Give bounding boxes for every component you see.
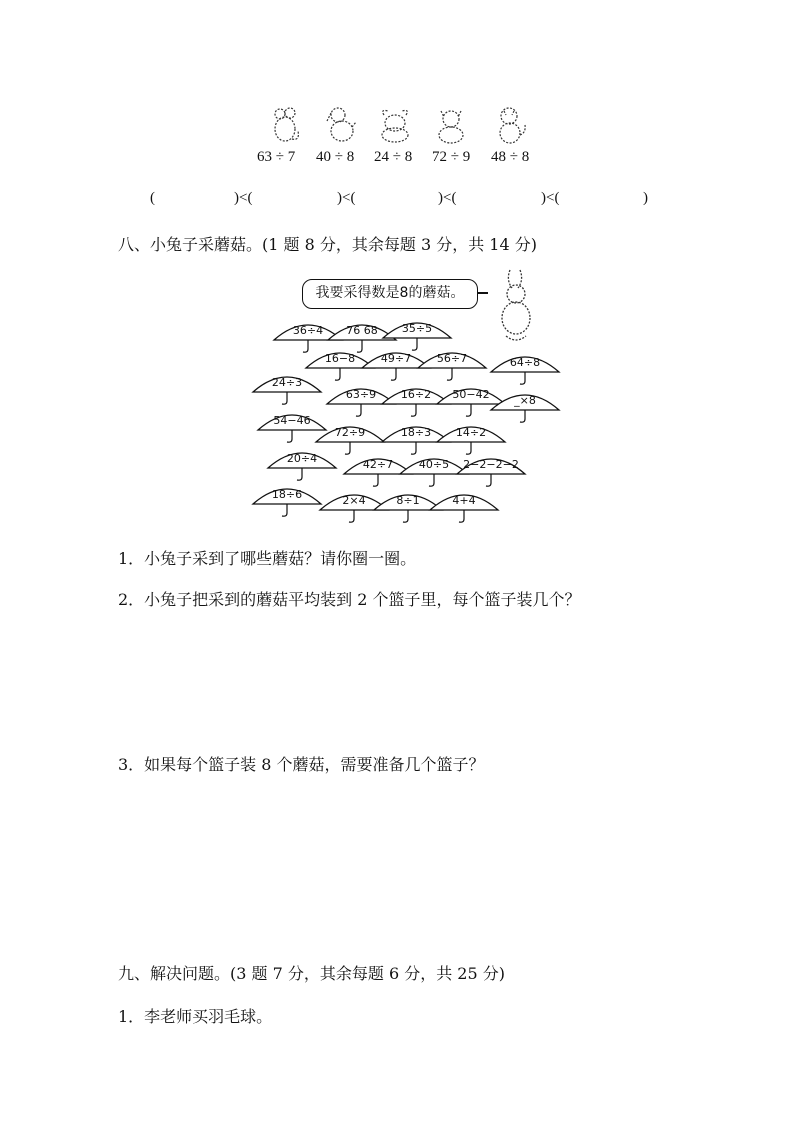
mushroom-label: 35÷5	[401, 322, 433, 335]
question-8-3: 3．如果每个篮子装 8 个蘑菇，需要准备几个篮子？	[118, 755, 485, 774]
compare-sep-1: )<(	[234, 190, 253, 206]
mushroom[interactable]	[428, 488, 500, 524]
speech-tail	[478, 292, 488, 294]
expr-2: 40 ÷ 8	[316, 149, 355, 165]
compare-sep-3: )<(	[438, 190, 457, 206]
mouse-icon	[268, 105, 302, 145]
mushroom-label: 24÷3	[271, 376, 303, 389]
section-9-title: 九、解决问题。(3 题 7 分，其余每题 6 分，共 25 分)	[118, 964, 505, 983]
mushroom-label: 16−8	[324, 352, 356, 365]
expr-3: 24 ÷ 8	[374, 149, 413, 165]
mushroom-label: 63÷9	[345, 388, 377, 401]
compare-open: (	[150, 190, 155, 206]
mushroom-label: 76 68	[346, 324, 378, 337]
expr-1: 63 ÷ 7	[257, 149, 296, 165]
mushroom[interactable]	[455, 452, 527, 488]
ox-icon	[378, 105, 412, 145]
expr-5: 48 ÷ 8	[491, 149, 530, 165]
mushroom-label: 2×4	[342, 494, 366, 507]
section-8-title: 八、小兔子采蘑菇。(1 题 8 分，其余每题 3 分，共 14 分)	[118, 235, 537, 254]
mushroom-label: _×8	[514, 394, 536, 407]
cat-icon	[434, 105, 468, 145]
speech-bubble: 我要采得数是8的蘑菇。	[302, 279, 478, 309]
rabbit-icon	[494, 266, 538, 346]
mushroom-label: 54−46	[273, 414, 311, 427]
mushroom-label: 56÷7	[436, 352, 468, 365]
mushroom[interactable]	[435, 420, 507, 456]
compare-close: )	[643, 190, 648, 206]
dog-icon	[324, 105, 358, 145]
mushroom-label: 36÷4	[292, 324, 324, 337]
tiger-icon	[494, 105, 528, 145]
mushroom-label: 14÷2	[455, 426, 487, 439]
mushroom[interactable]	[489, 388, 561, 424]
compare-sep-2: )<(	[337, 190, 356, 206]
question-9-1: 1．李老师买羽毛球。	[118, 1007, 273, 1026]
compare-sep-4: )<(	[541, 190, 560, 206]
mushroom-label: 8÷1	[396, 494, 420, 507]
mushroom-label: 16÷2	[400, 388, 432, 401]
mushroom-label: 18÷3	[400, 426, 432, 439]
mushroom-label: 18÷6	[271, 488, 303, 501]
mushroom-label: 20÷4	[286, 452, 318, 465]
mushroom-label: 4+4	[452, 494, 476, 507]
mushroom-label: 72÷9	[334, 426, 366, 439]
mushroom-label: 42÷7	[362, 458, 394, 471]
question-8-1: 1．小兔子采到了哪些蘑菇？请你圈一圈。	[118, 549, 417, 568]
mushroom[interactable]	[416, 346, 488, 382]
mushroom-label: 40÷5	[418, 458, 450, 471]
mushroom-label: 2−2−2−2	[463, 458, 519, 471]
question-8-2: 2．小兔子把采到的蘑菇平均装到 2 个篮子里，每个篮子装几个？	[118, 590, 581, 609]
mushroom[interactable]	[251, 482, 323, 518]
mushroom-label: 49÷7	[380, 352, 412, 365]
mushroom[interactable]	[489, 350, 561, 386]
mushroom[interactable]	[266, 446, 338, 482]
mushroom-label: 50−42	[452, 388, 490, 401]
expr-4: 72 ÷ 9	[432, 149, 471, 165]
mushroom[interactable]	[251, 370, 323, 406]
mushroom-label: 64÷8	[509, 356, 541, 369]
